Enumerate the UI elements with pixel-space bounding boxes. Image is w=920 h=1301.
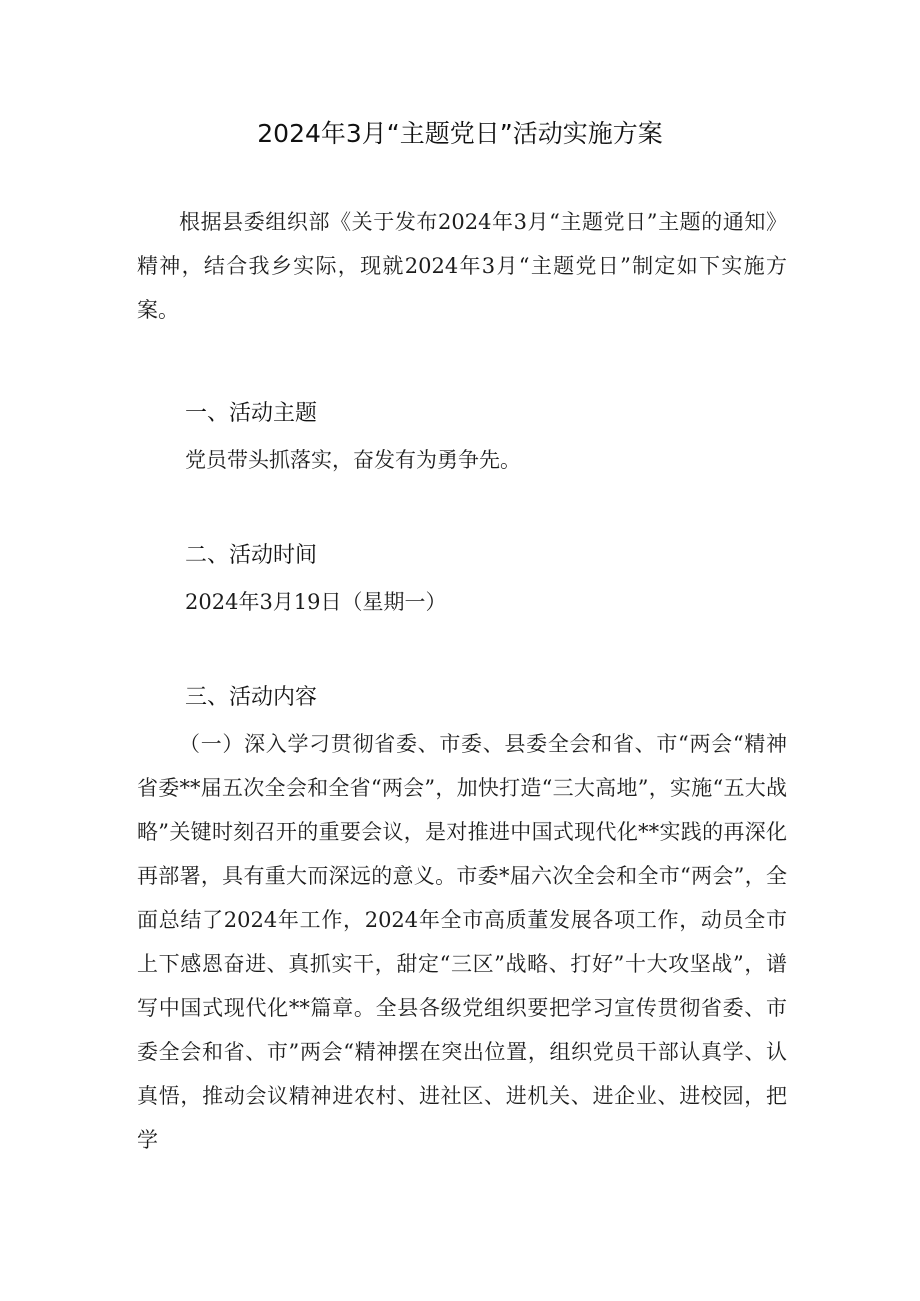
section-heading-content: 三、活动内容 [185, 685, 318, 710]
document-title: 2024年3月“主题党日”活动实施方案 [257, 119, 663, 148]
section-body-theme: 党员带头抓落实，奋发有为勇争先。 [185, 448, 521, 472]
section-heading-theme: 一、活动主题 [185, 401, 318, 426]
section-heading-time: 二、活动时间 [185, 543, 318, 568]
section-body-content: （一）深入学刁贯彻省委、市委、县委全会和省、市“两会“精神省委**届五次全会和全省“两会”，加快打造“三大高地”，实施“五大战略”关键时刻召开的重要会议，是对推进中国式现代化**实践的再深化再部署，具有重大而深远的意义。市委*届六次全会和全市“两会”，全面总结了2024年工作，2024年全市高质董发展各项工作，动员全市上下感恩奋进、真抓实干，甜定“三区”战略、打好”十大攻坚战”，谱写中国式现代化**篇章。全县各级党组织要把学习宣传贯彻省委、市委全会和省、市”两会“精神摆在突出位置，组织党员干部认真学、认真悟，推动会议精神进农村、进社区、进机关、进企业、进校园，把学 [137, 732, 787, 1152]
intro-paragraph: 根据县委组织部《关于发布2024年3月“主题党日”主题的通知》精神，结合我乡实际，现就2024年3月“主题党日”制定如下实施方案。 [137, 210, 787, 322]
section-body-time: 2024年3月19日（星期一） [185, 590, 447, 614]
